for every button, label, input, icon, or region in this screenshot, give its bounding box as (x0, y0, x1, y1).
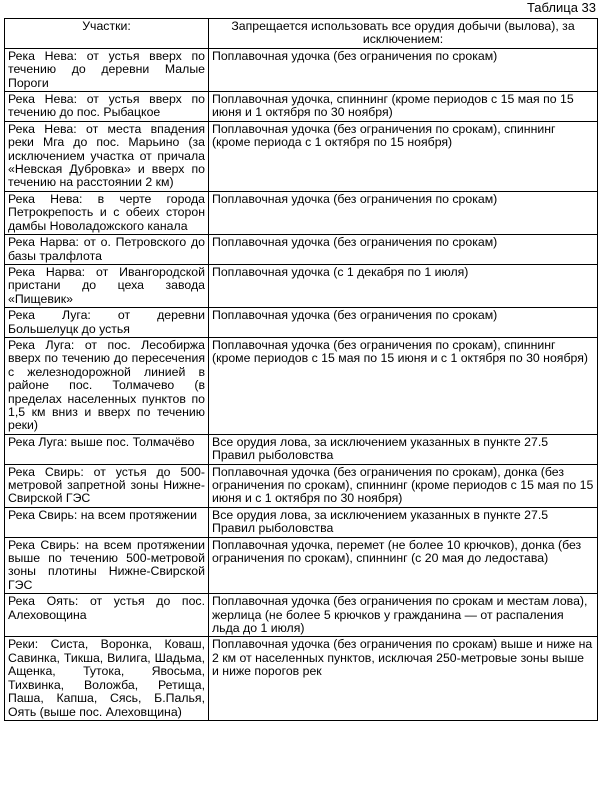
site-cell: Река Свирь: от устья до 500-метровой запретной зоны Нижне-Свирской ГЭС (5, 464, 209, 507)
table-row (5, 308, 598, 338)
table-row (5, 507, 598, 537)
rule-cell: Поплавочная удочка, перемет (не более 10 крючков), донка (без ограничения по срокам), спиннинг (с 20 мая до ледостава) (209, 537, 598, 594)
table-row (5, 464, 598, 507)
rule-cell: Поплавочная удочка (без ограничения по срокам), донка (без ограничения по срокам), спиннинг (кроме периодов с 15 мая по 15 июня и с 1 октября по 30 ноября) (209, 464, 598, 507)
table-row (5, 594, 598, 637)
site-cell: Река Нева: от устья вверх по течению до пос. Рыбацкое (5, 92, 209, 122)
header-restrictions: Запрещается использовать все орудия добычи (вылова), за исключением: (209, 19, 598, 49)
rule-cell: Поплавочная удочка (без ограничения по срокам), спиннинг (кроме периода с 1 октября по 15 ноября) (209, 121, 598, 191)
rule-cell: Поплавочная удочка (без ограничения по срокам) (209, 235, 598, 265)
site-cell: Река Луга: выше пос. Толмачёво (5, 434, 209, 464)
rule-cell: Поплавочная удочка (без ограничения по срокам) (209, 308, 598, 338)
table-row (5, 48, 598, 91)
rule-cell: Поплавочная удочка (без ограничения по срокам и местам лова), жерлица (не более 5 крючков у гражданина — от распаления льда до 1 июля) (209, 594, 598, 637)
site-cell: Реки: Систа, Воронка, Коваш, Савинка, Тикша, Вилига, Шадьма, Ащенка, Тутока, Явосьма, Тихвинка, Воложба, Ретища, Паша, Капша, Сясь, Б.Палья, Оять (выше пос. Алеховщина) (5, 637, 209, 720)
site-cell: Река Нева: от устья вверх по течению до деревни Малые Пороги (5, 48, 209, 91)
site-cell: Река Оять: от устья до пос. Алеховощина (5, 594, 209, 637)
table-row (5, 121, 598, 191)
rule-cell: Поплавочная удочка (без ограничения по срокам) (209, 191, 598, 234)
site-cell: Река Луга: от деревни Большелуцк до устья (5, 308, 209, 338)
site-cell: Река Нарва: от о. Петровского до базы тралфлота (5, 235, 209, 265)
table-row (5, 337, 598, 434)
table-row (5, 434, 598, 464)
rule-cell: Все орудия лова, за исключением указанных в пункте 27.5 Правил рыболовства (209, 507, 598, 537)
site-cell: Река Свирь: на всем протяжении (5, 507, 209, 537)
fishing-rules-table (4, 18, 598, 721)
table-row (5, 264, 598, 307)
site-cell: Река Нева: в черте города Петрокрепость и с обеих сторон дамбы Новоладожского канала (5, 191, 209, 234)
site-cell: Река Луга: от пос. Лесобиржа вверх по течению до пересечения с железнодорожной линией в районе пос. Толмачево (в пределах населенных пунктов по 1,5 км вниз и вверх по течению реки) (5, 337, 209, 434)
site-cell: Река Нева: от места впадения реки Мга до пос. Марьино (за исключением участка от причала «Невская Дубровка» и вверх по течению на расстоянии 2 км) (5, 121, 209, 191)
table-row (5, 191, 598, 234)
rule-cell: Поплавочная удочка (без ограничения по срокам) (209, 48, 598, 91)
table-row (5, 537, 598, 594)
site-cell: Река Свирь: на всем протяжении выше по течению 500-метровой зоны плотины Нижне-Свирской ГЭС (5, 537, 209, 594)
rule-cell: Поплавочная удочка, спиннинг (кроме периодов с 15 мая по 15 июня и 1 октября по 30 ноября) (209, 92, 598, 122)
site-cell: Река Нарва: от Ивангородской пристани до цеха завода «Пищевик» (5, 264, 209, 307)
rule-cell: Поплавочная удочка (без ограничения по срокам), спиннинг (кроме периодов с 15 мая по 15 июня и с 1 октября по 30 ноября) (209, 337, 598, 434)
table-row (5, 637, 598, 720)
table-row (5, 235, 598, 265)
rule-cell: Поплавочная удочка (без ограничения по срокам) выше и ниже на 2 км от населенных пунктов, исключая 250-метровые зоны выше и ниже порогов рек (209, 637, 598, 720)
table-header-row (5, 19, 598, 49)
table-caption: Таблица 33 (526, 0, 596, 15)
rule-cell: Все орудия лова, за исключением указанных в пункте 27.5 Правил рыболовства (209, 434, 598, 464)
rule-cell: Поплавочная удочка (с 1 декабря по 1 июля) (209, 264, 598, 307)
header-sites: Участки: (5, 19, 209, 49)
table-row (5, 92, 598, 122)
